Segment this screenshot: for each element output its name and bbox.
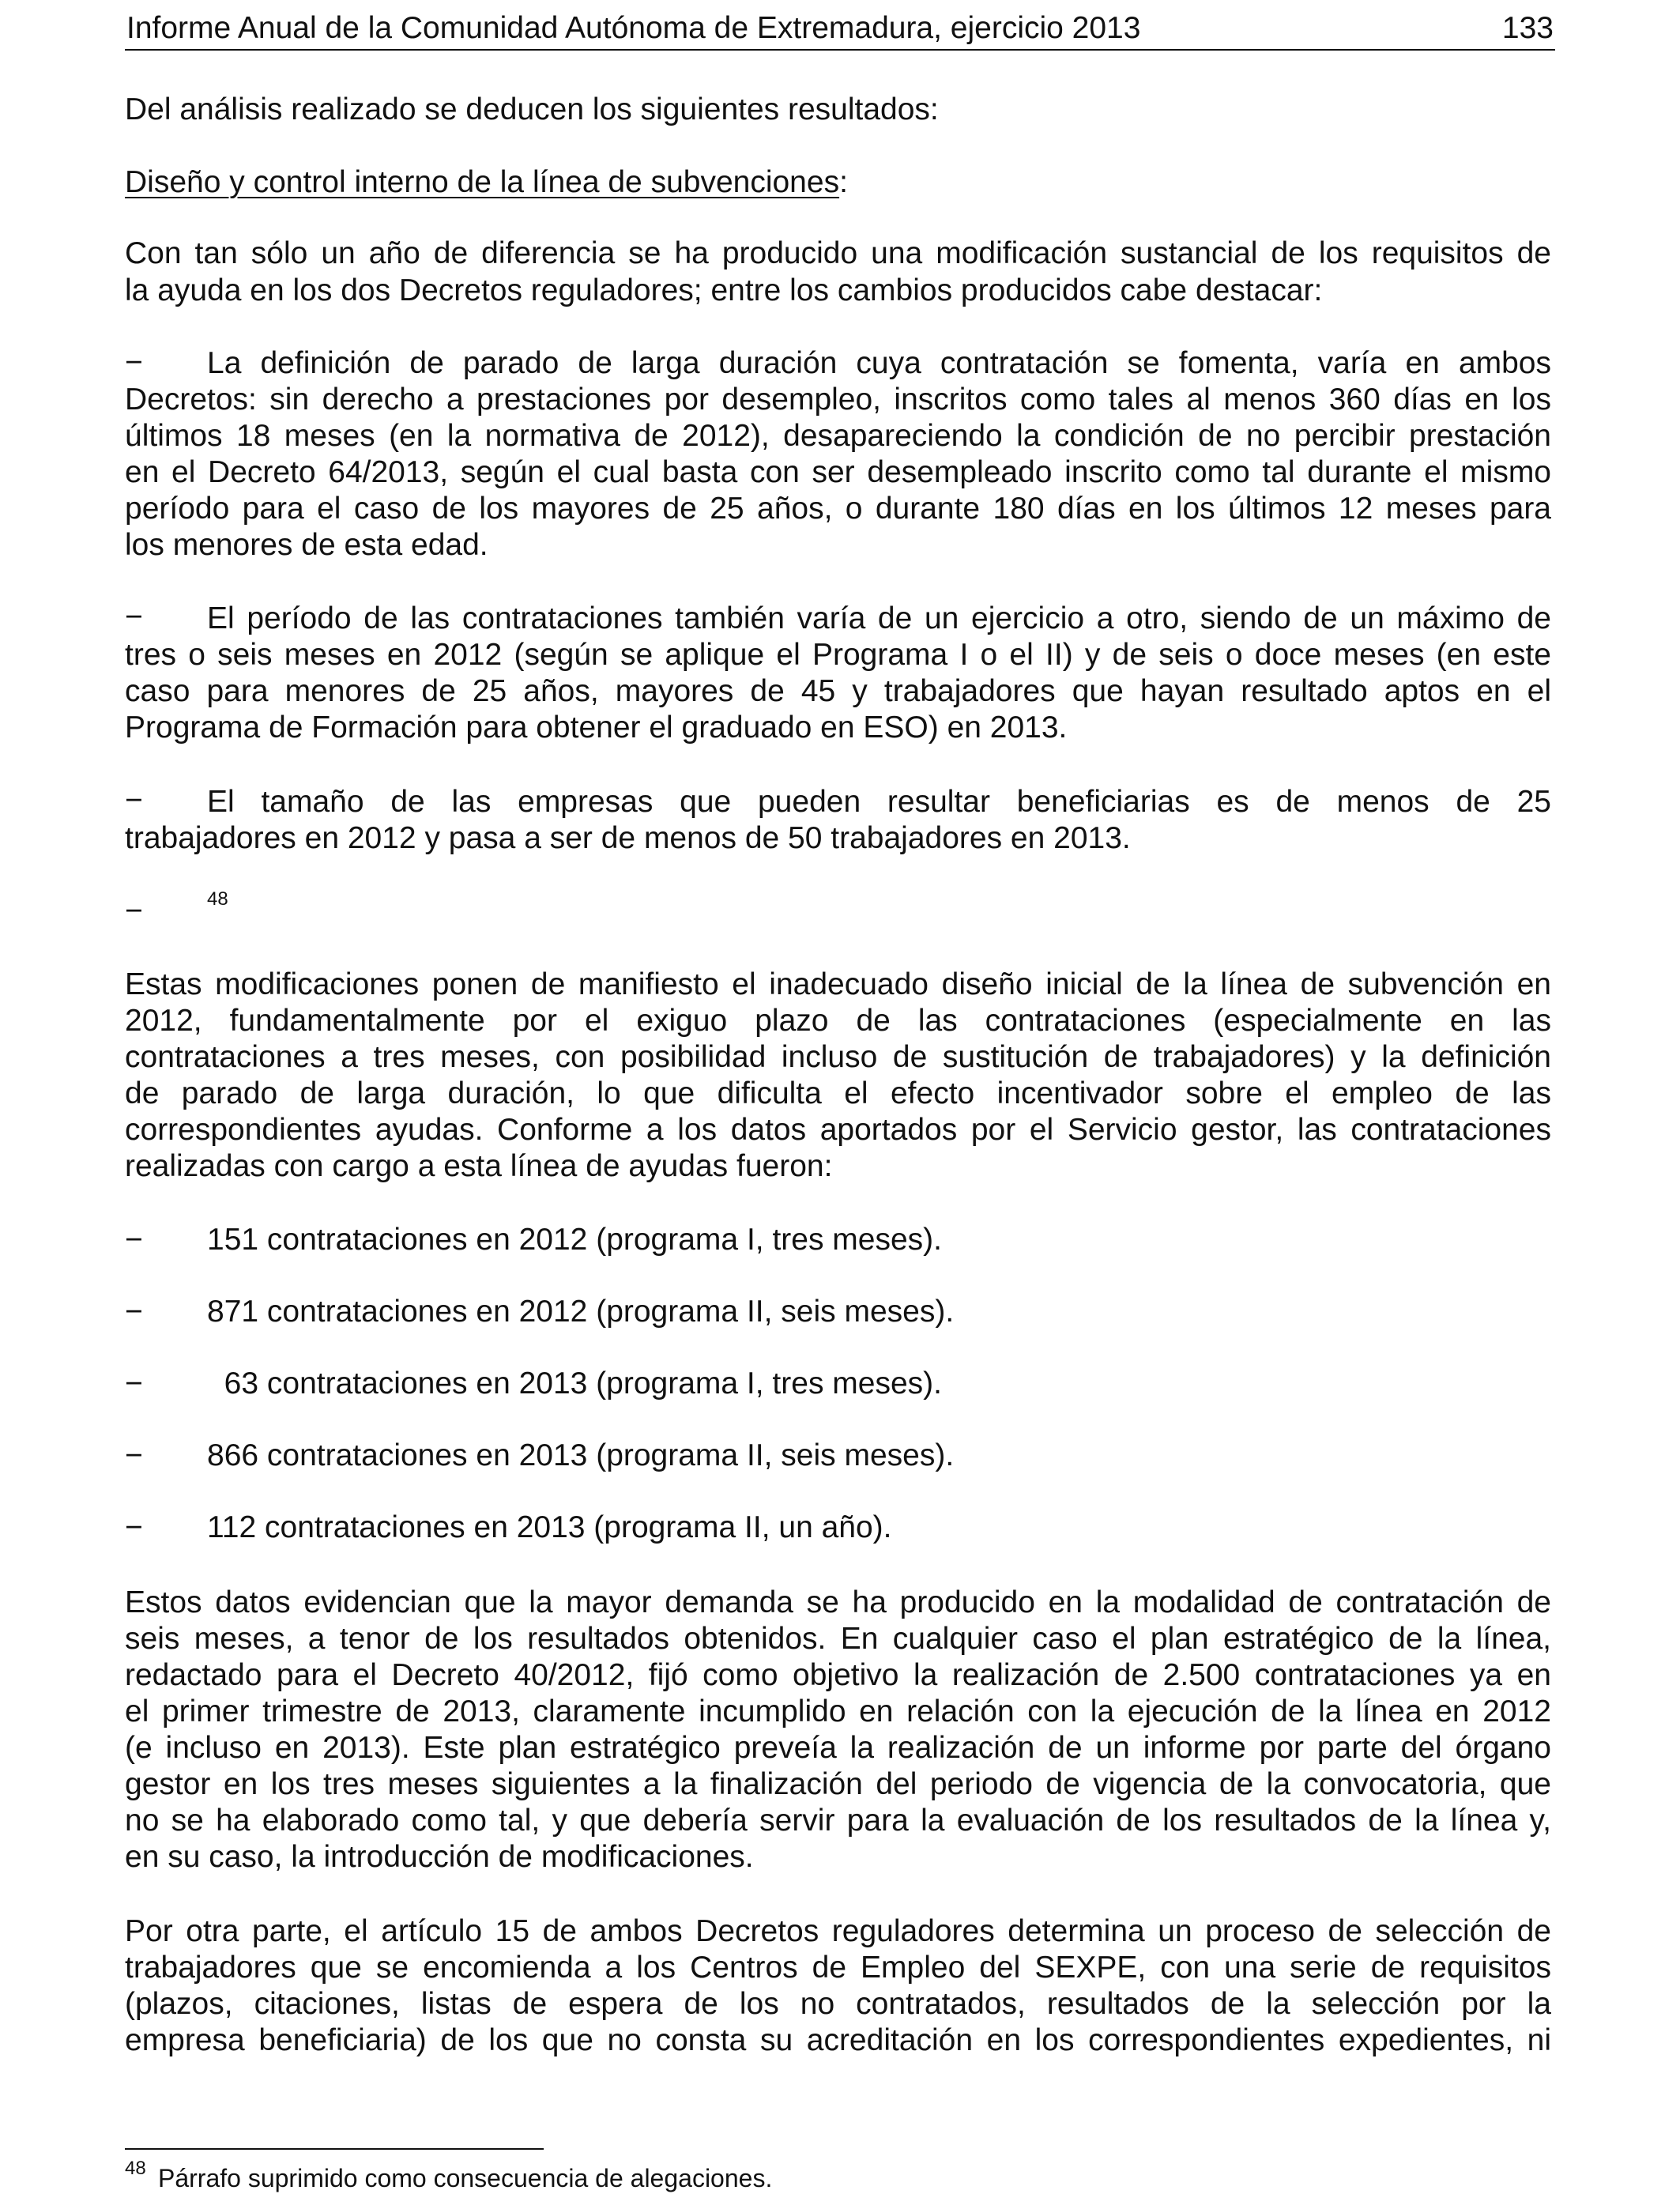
paragraph-2-line: realizadas con cargo a esta línea de ayudas fueron: xyxy=(125,1149,833,1183)
bullet-2-line: Programa de Formación para obtener el graduado en ESO) en 2013. xyxy=(125,711,1068,745)
footnote-rule xyxy=(125,2148,544,2150)
paragraph-3-line: en su caso, la introducción de modificaciones. xyxy=(125,1840,754,1874)
bullet-2-line: tres o seis meses en 2012 (según se aplique el Programa I o el II) y de seis o doce meses (en este xyxy=(125,638,1551,672)
paragraph-3-line: el primer trimestre de 2013, claramente incumplido en relación con la ejecución de la línea en 2012 xyxy=(125,1695,1551,1728)
bullet-3-line: trabajadores en 2012 y pasa a ser de menos de 50 trabajadores en 2013. xyxy=(125,821,1131,855)
paragraph-2-line: de parado de larga duración, lo que dificulta el efecto incentivador sobre el empleo de las xyxy=(125,1076,1551,1110)
hiring-list-item: 151 contrataciones en 2012 (programa I, tres meses). xyxy=(207,1223,942,1257)
bullet-1-line: La definición de parado de larga duración cuya contratación se fomenta, varía en ambos xyxy=(207,346,1551,380)
paragraph-2-line: Estas modificaciones ponen de manifiesto el inadecuado diseño inicial de la línea de subvención en xyxy=(125,967,1551,1001)
bullet-1-line: los menores de esta edad. xyxy=(125,528,488,562)
footnote-reference: 48 xyxy=(207,888,228,910)
bullet-dash: − xyxy=(125,1510,143,1544)
paragraph-3-line: (e incluso en 2013). Este plan estratégico preveía la realización de un informe por parte del órgano xyxy=(125,1731,1551,1765)
paragraph-4-line: Por otra parte, el artículo 15 de ambos Decretos reguladores determina un proceso de selección de xyxy=(125,1914,1551,1948)
section-heading-text: Diseño y control interno de la línea de subvenciones xyxy=(125,165,840,199)
footnote-text: Párrafo suprimido como consecuencia de alegaciones. xyxy=(158,2164,773,2192)
hiring-list-item: 866 contrataciones en 2013 (programa II, seis meses). xyxy=(207,1438,955,1472)
paragraph-4-line: trabajadores que se encomienda a los Centros de Empleo del SEXPE, con una serie de requisitos xyxy=(125,1951,1551,1985)
bullet-dash: − xyxy=(125,1295,143,1329)
bullet-1-line: últimos 18 meses (en la normativa de 2012), desapareciendo la condición de no percibir prestación xyxy=(125,419,1551,453)
hiring-list-item: 63 contrataciones en 2013 (programa I, tres meses). xyxy=(207,1367,942,1400)
paragraph-2-line: 2012, fundamentalmente por el exiguo plazo de las contrataciones (especialmente en las xyxy=(125,1004,1551,1038)
hiring-list-item: 871 contrataciones en 2012 (programa II, seis meses). xyxy=(207,1295,955,1329)
paragraph-3-line: Estos datos evidencian que la mayor demanda se ha producido en la modalidad de contratación de xyxy=(125,1585,1551,1619)
paragraph-4-line: (plazos, citaciones, listas de espera de los no contratados, resultados de la selección por la xyxy=(125,1987,1551,2021)
section-heading xyxy=(125,164,848,201)
hiring-list-item: 112 contrataciones en 2013 (programa II, un año). xyxy=(207,1510,892,1544)
paragraph-3-line: no se ha elaborado como tal, y que debería servir para la evaluación de los resultados de la línea y, xyxy=(125,1804,1551,1838)
page-number: 133 xyxy=(1501,11,1554,45)
bullet-1-line: Decretos: sin derecho a prestaciones por desempleo, inscritos como tales al menos 360 días en los xyxy=(125,383,1551,417)
bullet-dash: − xyxy=(125,1438,143,1472)
bullet-2-line: El período de las contrataciones también varía de un ejercicio a otro, siendo de un máximo de xyxy=(207,601,1551,635)
paragraph-1-line: la ayuda en los dos Decretos reguladores; entre los cambios producidos cabe destacar: xyxy=(125,273,1323,307)
bullet-1-line: en el Decreto 64/2013, según el cual basta con ser desempleado inscrito como tal durante el mismo xyxy=(125,455,1551,489)
paragraph-4-line: empresa beneficiaria) de los que no consta su acreditación en los correspondientes expedientes, ni xyxy=(125,2023,1551,2057)
running-header xyxy=(125,8,1555,51)
bullet-dash: − xyxy=(125,1367,143,1400)
bullet-2-line: caso para menores de 25 años, mayores de 45 y trabajadores que hayan resultado aptos en el xyxy=(125,674,1551,708)
bullet-dash: − xyxy=(125,600,143,634)
intro-sentence: Del análisis realizado se deducen los siguientes resultados: xyxy=(125,92,939,126)
bullet-dash: − xyxy=(125,783,143,817)
bullet-1-line: período para el caso de los mayores de 25 años, o durante 180 días en los últimos 12 meses para xyxy=(125,492,1551,526)
bullet-dash: − xyxy=(125,345,143,379)
bullet-3-line: El tamaño de las empresas que pueden resultar beneficiarias es de menos de 25 xyxy=(207,785,1551,819)
paragraph-1-line: Con tan sólo un año de diferencia se ha producido una modificación sustancial de los requisitos de xyxy=(125,236,1551,270)
header-title: Informe Anual de la Comunidad Autónoma de Extremadura, ejercicio 2013 xyxy=(126,11,1141,45)
bullet-dash: − xyxy=(125,1223,143,1257)
paragraph-3-line: gestor en los tres meses siguientes a la finalización del periodo de vigencia de la convocatoria, que xyxy=(125,1767,1551,1801)
section-heading-colon: : xyxy=(839,165,848,199)
footnote-number: 48 xyxy=(125,2158,146,2179)
paragraph-3-line: seis meses, a tenor de los resultados obtenidos. En cualquier caso el plan estratégico de la línea, xyxy=(125,1622,1551,1656)
bullet-dash: − xyxy=(125,894,143,928)
paragraph-2-line: correspondientes ayudas. Conforme a los datos aportados por el Servicio gestor, las contrataciones xyxy=(125,1113,1551,1147)
paragraph-3-line: redactado para el Decreto 40/2012, fijó como objetivo la realización de 2.500 contrataciones ya en xyxy=(125,1658,1551,1692)
paragraph-2-line: contrataciones a tres meses, con posibilidad incluso de sustitución de trabajadores) y la definición xyxy=(125,1040,1551,1074)
